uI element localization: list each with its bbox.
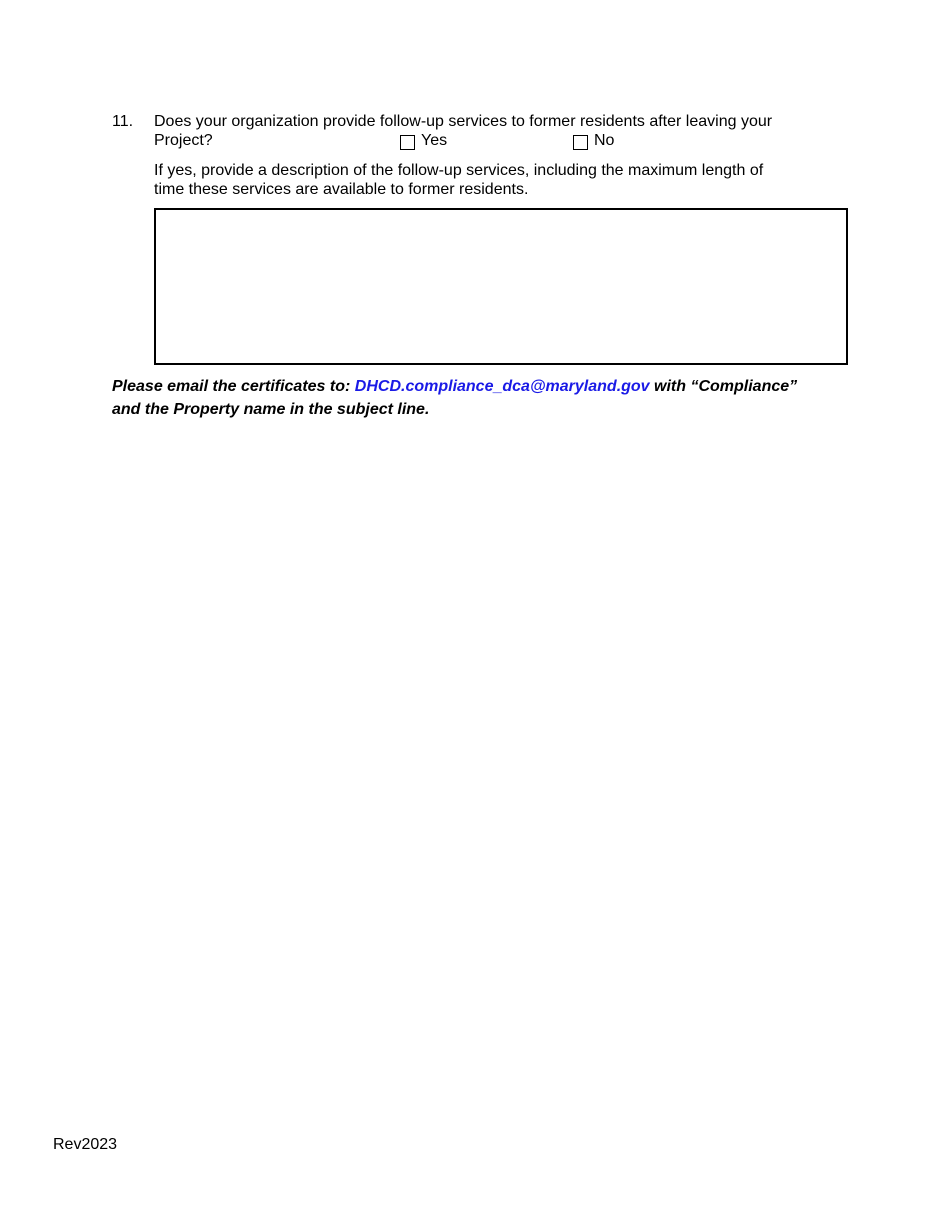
yes-label: Yes bbox=[421, 132, 448, 149]
yes-checkbox[interactable] bbox=[400, 135, 415, 150]
no-option[interactable] bbox=[573, 131, 614, 150]
no-label: No bbox=[594, 132, 615, 149]
question-number: 11. bbox=[112, 113, 134, 130]
instructions-line-2: time these services are available to former residents. bbox=[154, 181, 529, 198]
question-text-continued: Project? bbox=[154, 132, 213, 149]
compliance-email-link[interactable]: DHCD.compliance_dca@maryland.gov bbox=[354, 378, 650, 395]
revision-label: Rev2023 bbox=[53, 1136, 118, 1153]
email-notice bbox=[112, 375, 852, 421]
follow-up-instructions bbox=[154, 161, 844, 199]
question-text: Does your organization provide follow-up services to former residents after leaving your bbox=[154, 113, 773, 130]
notice-line-1 bbox=[112, 375, 852, 398]
yes-option[interactable] bbox=[400, 131, 447, 150]
notice-prefix: Please email the certificates to: bbox=[112, 378, 355, 395]
notice-suffix: with “Compliance” bbox=[649, 378, 798, 395]
instructions-line-1: If yes, provide a description of the follow-up services, including the maximum length of bbox=[154, 162, 764, 179]
no-checkbox[interactable] bbox=[573, 135, 588, 150]
notice-line-2: and the Property name in the subject line. bbox=[112, 401, 430, 418]
follow-up-description-field[interactable] bbox=[154, 208, 848, 365]
